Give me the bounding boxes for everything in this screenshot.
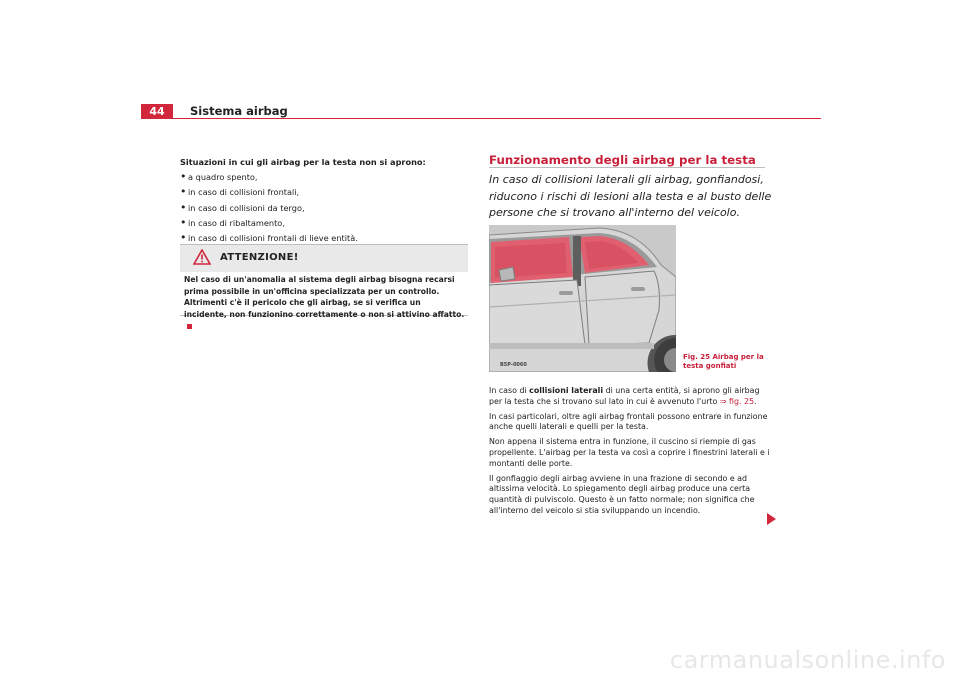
warning-box xyxy=(180,244,468,319)
list-item: • in caso di collisioni frontali di lieve entità. xyxy=(180,231,470,246)
subheading: Situazioni in cui gli airbag per la testa non si aprono: xyxy=(180,157,426,167)
p1-text: In caso di xyxy=(489,386,530,395)
paragraph-3: Non appena il sistema entra in funzione, il cuscino si riempie di gas propellente. L'airbag per la testa va così a coprire i finestrini laterali e i montanti delle porte. xyxy=(489,437,770,468)
figure-link[interactable]: ⇒ fig. 25 xyxy=(719,396,755,406)
paragraph-4: Il gonfiaggio degli airbag avviene in una frazione di secondo e ad altissima velocità. Lo spiegamento degli airbag produce una certa quantità di pulviscolo. Questo è un fatto normale; non significa che all'interno del veicolo si stia sviluppando un incendio. xyxy=(489,473,755,515)
watermark: carmanualsonline.info xyxy=(669,646,946,674)
warning-text xyxy=(184,274,466,332)
body-text xyxy=(489,386,773,521)
list-item: • in caso di collisioni da tergo, xyxy=(180,201,470,216)
figure-code: B5P-0060 xyxy=(500,362,527,368)
continue-arrow-icon xyxy=(767,513,776,525)
list-item: • in caso di ribaltamento, xyxy=(180,216,470,231)
subsection-rule xyxy=(489,167,765,168)
subsection-title: Funzionamento degli airbag per la testa xyxy=(489,153,756,167)
header-rule xyxy=(141,118,821,119)
warning-title: ATTENZIONE! xyxy=(220,252,299,263)
bullet-list xyxy=(180,170,470,246)
left-column xyxy=(180,155,470,246)
p1-end: . xyxy=(754,396,757,406)
section-title: Sistema airbag xyxy=(190,104,288,118)
paragraph-2: In casi particolari, oltre agli airbag frontali possono entrare in funzione anche quelli laterali e quelli per la testa. xyxy=(489,411,768,432)
car-side-illustration xyxy=(489,225,676,372)
warning-triangle-icon xyxy=(193,249,211,265)
warning-header xyxy=(180,245,468,272)
page-number: 44 xyxy=(141,104,173,119)
p1-text-cont: di una certa entità, si aprono gli airbag per la testa che si trovano sul lato in cui è avvenuto l'urto xyxy=(489,386,760,406)
paragraph-1 xyxy=(489,386,773,408)
warning-text-body: Nel caso di un'anomalia al sistema degli airbag bisogna recarsi prima possibile in un'officina specializzata per un controllo. Altrimenti c'è il pericolo che gli airbag, se si verifica un incidente, non funzionino correttamente o non si attivino affatto. xyxy=(184,275,465,319)
figure-caption: Fig. 25 Airbag per la testa gonfiati xyxy=(683,353,764,370)
lead-paragraph: In caso di collisioni laterali gli airbag, gonfiandosi, riducono i rischi di lesioni alla testa e al busto delle persone che si trovano all'interno del veicolo. xyxy=(489,173,772,220)
car-airbag-figure xyxy=(489,225,676,372)
list-item: • in caso di collisioni frontali, xyxy=(180,185,470,200)
list-item: • a quadro spento, xyxy=(180,170,470,185)
end-marker-icon xyxy=(187,324,192,329)
p1-bold: collisioni laterali xyxy=(529,386,604,395)
